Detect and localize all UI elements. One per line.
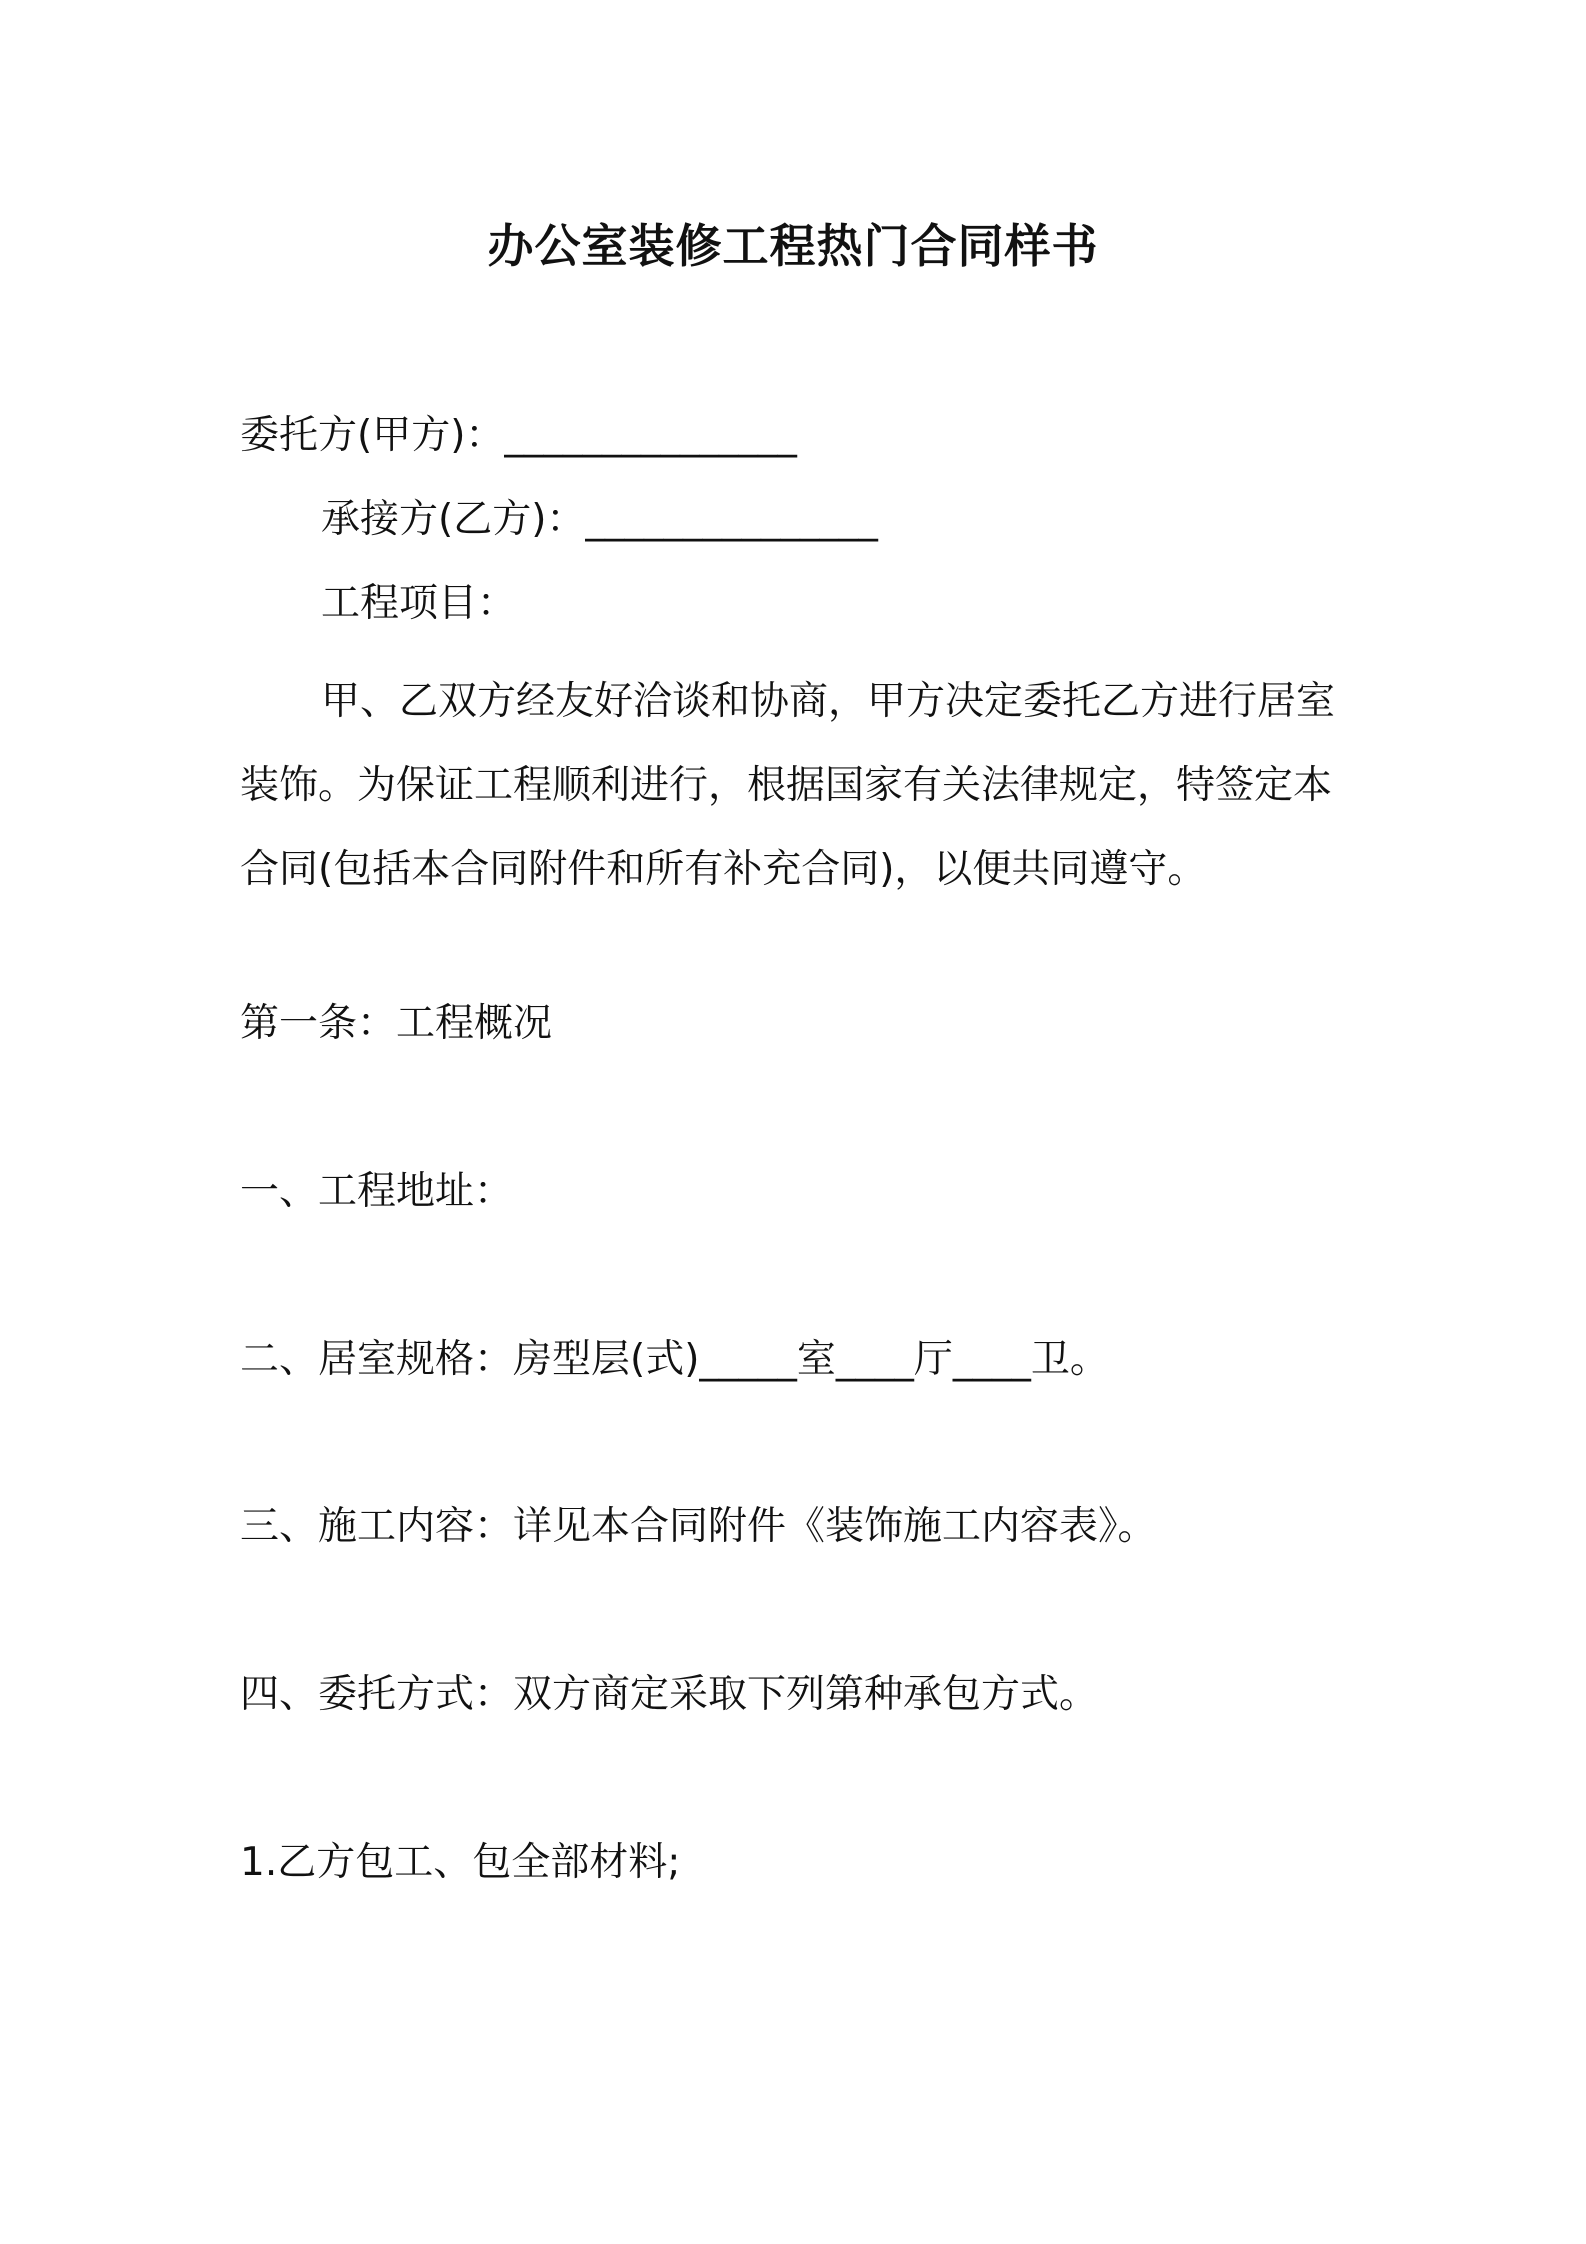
document-title: 办公室装修工程热门合同样书 [487, 219, 1099, 273]
party-a-line: 委托方(甲方)：_______________ [240, 413, 797, 458]
party-b-line: 承接方(乙方)：_______________ [321, 497, 878, 542]
article-1-heading: 第一条：工程概况 [240, 1001, 553, 1046]
intro-paragraph: 甲、乙双方经友好洽谈和协商，甲方决定委托乙方进行居室装饰。为保证工程顺利进行，根据国家有关法律规定，特签定本合同(包括本合同附件和所有补充合同)，以便共同遵守。 [240, 679, 1336, 892]
item-4-method: 四、委托方式：双方商定采取下列第种承包方式。 [240, 1672, 1099, 1717]
option-1-line: 1.乙方包工、包全部材料; [240, 1840, 681, 1885]
item-2-spec: 二、居室规格：房型层(式)_____室____厅____卫。 [240, 1337, 1109, 1382]
item-1-address: 一、工程地址： [240, 1169, 514, 1214]
project-line: 工程项目： [321, 581, 517, 626]
item-3-content: 三、施工内容：详见本合同附件《装饰施工内容表》。 [240, 1504, 1157, 1549]
